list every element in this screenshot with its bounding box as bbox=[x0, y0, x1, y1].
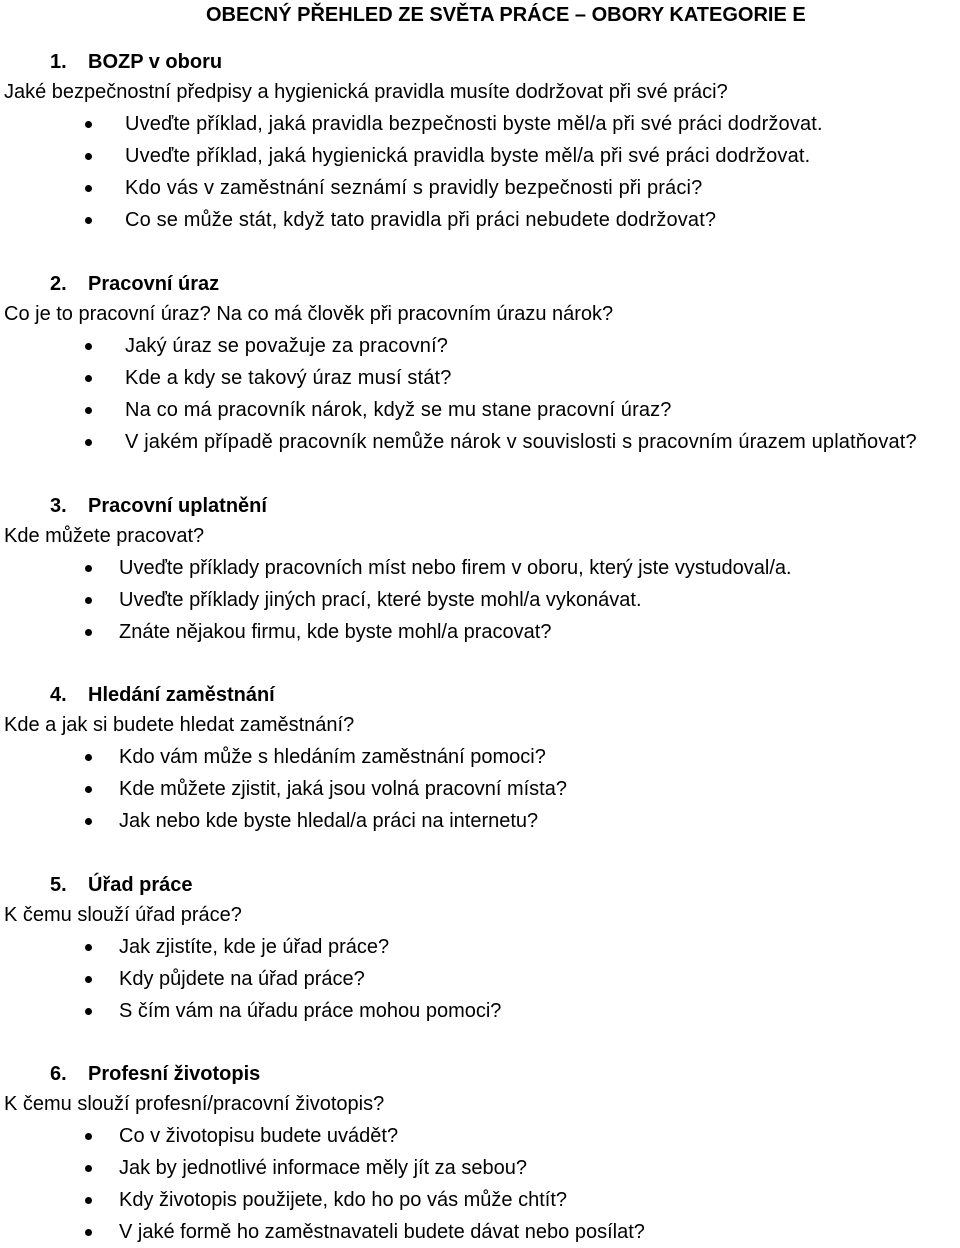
list-item bbox=[0, 552, 960, 584]
list-item-text: Kdy půjdete na úřad práce? bbox=[119, 968, 365, 990]
bullet-icon bbox=[85, 343, 92, 350]
section-urad-prace bbox=[0, 871, 960, 1027]
section-heading bbox=[0, 681, 960, 709]
section-question: K čemu slouží úřad práce? bbox=[4, 904, 242, 926]
list-item-text: Uveďte příklady pracovních míst nebo firem v oboru, který jste vystudoval/a. bbox=[119, 557, 792, 579]
list-item-text: Uveďte příklad, jaká pravidla bezpečnosti byste měl/a při své práci dodržovat. bbox=[125, 113, 823, 135]
bullet-icon bbox=[85, 439, 92, 446]
list-item bbox=[0, 584, 960, 616]
section-pracovni-uraz bbox=[0, 270, 960, 458]
bullet-icon bbox=[85, 185, 92, 192]
bullet-list bbox=[0, 552, 960, 648]
list-item bbox=[0, 330, 960, 362]
list-item-text: Kdy životopis použijete, kdo ho po vás může chtít? bbox=[119, 1189, 568, 1211]
section-bozp bbox=[0, 48, 960, 236]
list-item-text: Kdo vás v zaměstnání seznámí s pravidly bezpečnosti při práci? bbox=[125, 177, 703, 199]
list-item-text: Jak zjistíte, kde je úřad práce? bbox=[119, 936, 390, 958]
section-question: Kde můžete pracovat? bbox=[4, 525, 205, 547]
bullet-icon bbox=[85, 976, 92, 983]
list-item-text: Jaký úraz se považuje za pracovní? bbox=[125, 335, 449, 357]
list-item-text: S čím vám na úřadu práce mohou pomoci? bbox=[119, 1000, 502, 1022]
list-item-text: Jak by jednotlivé informace měly jít za sebou? bbox=[119, 1157, 527, 1179]
section-question: K čemu slouží profesní/pracovní životopis? bbox=[4, 1093, 385, 1115]
bullet-icon bbox=[85, 597, 92, 604]
bullet-icon bbox=[85, 818, 92, 825]
list-item bbox=[0, 204, 960, 236]
section-title: Profesní životopis bbox=[88, 1063, 261, 1085]
document-title: OBECNÝ PŘEHLED ZE SVĚTA PRÁCE – OBORY KATEGORIE E bbox=[206, 4, 806, 26]
list-item-text: V jaké formě ho zaměstnavateli budete dávat nebo posílat? bbox=[119, 1221, 645, 1243]
list-item bbox=[0, 1120, 960, 1152]
list-item-text: Co se může stát, když tato pravidla při práci nebudete dodržovat? bbox=[125, 209, 717, 231]
list-item bbox=[0, 362, 960, 394]
list-item bbox=[0, 805, 960, 837]
section-number: 2. bbox=[50, 273, 67, 295]
list-item bbox=[0, 773, 960, 805]
section-number: 1. bbox=[50, 51, 67, 73]
list-item-text: Kde můžete zjistit, jaká jsou volná pracovní místa? bbox=[119, 778, 567, 800]
list-item-text: V jakém případě pracovník nemůže nárok v souvislosti s pracovním úrazem uplatňovat? bbox=[125, 431, 917, 453]
bullet-icon bbox=[85, 1197, 92, 1204]
list-item bbox=[0, 426, 960, 458]
section-title: Úřad práce bbox=[88, 874, 193, 896]
bullet-list bbox=[0, 931, 960, 1027]
list-item-text: Znáte nějakou firmu, kde byste mohl/a pracovat? bbox=[119, 621, 552, 643]
section-heading bbox=[0, 270, 960, 298]
list-item bbox=[0, 963, 960, 995]
bullet-icon bbox=[85, 1133, 92, 1140]
bullet-icon bbox=[85, 407, 92, 414]
list-item-text: Uveďte příklady jiných prací, které byste mohl/a vykonávat. bbox=[119, 589, 642, 611]
list-item bbox=[0, 931, 960, 963]
bullet-icon bbox=[85, 565, 92, 572]
bullet-icon bbox=[85, 1229, 92, 1236]
bullet-list bbox=[0, 1120, 960, 1248]
section-heading bbox=[0, 492, 960, 520]
list-item bbox=[0, 140, 960, 172]
list-item-text: Uveďte příklad, jaká hygienická pravidla byste měl/a při své práci dodržovat. bbox=[125, 145, 811, 167]
bullet-icon bbox=[85, 153, 92, 160]
section-number: 5. bbox=[50, 874, 67, 896]
list-item bbox=[0, 172, 960, 204]
bullet-list bbox=[0, 108, 960, 236]
section-heading bbox=[0, 871, 960, 899]
section-number: 3. bbox=[50, 495, 67, 517]
bullet-list bbox=[0, 330, 960, 458]
section-pracovni-uplatneni bbox=[0, 492, 960, 648]
section-question: Co je to pracovní úraz? Na co má člověk při pracovním úrazu nárok? bbox=[4, 303, 614, 325]
list-item bbox=[0, 1152, 960, 1184]
section-title: Hledání zaměstnání bbox=[88, 684, 275, 706]
section-heading bbox=[0, 1060, 960, 1088]
list-item-text: Na co má pracovník nárok, když se mu stane pracovní úraz? bbox=[125, 399, 672, 421]
list-item-text: Jak nebo kde byste hledal/a práci na internetu? bbox=[119, 810, 539, 832]
list-item-text: Kde a kdy se takový úraz musí stát? bbox=[125, 367, 452, 389]
section-profesni-zivotopis bbox=[0, 1060, 960, 1248]
section-number: 6. bbox=[50, 1063, 67, 1085]
bullet-icon bbox=[85, 375, 92, 382]
section-title: Pracovní úraz bbox=[88, 273, 220, 295]
bullet-icon bbox=[85, 944, 92, 951]
bullet-icon bbox=[85, 786, 92, 793]
bullet-icon bbox=[85, 1165, 92, 1172]
bullet-list bbox=[0, 741, 960, 837]
list-item bbox=[0, 616, 960, 648]
bullet-icon bbox=[85, 217, 92, 224]
section-question: Kde a jak si budete hledat zaměstnání? bbox=[4, 714, 355, 736]
list-item bbox=[0, 1216, 960, 1248]
list-item bbox=[0, 1184, 960, 1216]
list-item-text: Kdo vám může s hledáním zaměstnání pomoci? bbox=[119, 746, 546, 768]
section-number: 4. bbox=[50, 684, 67, 706]
bullet-icon bbox=[85, 1008, 92, 1015]
section-question: Jaké bezpečnostní předpisy a hygienická pravidla musíte dodržovat při své práci? bbox=[4, 81, 728, 103]
section-heading bbox=[0, 48, 960, 76]
bullet-icon bbox=[85, 121, 92, 128]
bullet-icon bbox=[85, 629, 92, 636]
bullet-icon bbox=[85, 754, 92, 761]
section-title: BOZP v oboru bbox=[88, 51, 223, 73]
section-title: Pracovní uplatnění bbox=[88, 495, 267, 517]
list-item bbox=[0, 995, 960, 1027]
list-item bbox=[0, 108, 960, 140]
list-item bbox=[0, 394, 960, 426]
section-hledani-zamestnani bbox=[0, 681, 960, 837]
list-item bbox=[0, 741, 960, 773]
list-item-text: Co v životopisu budete uvádět? bbox=[119, 1125, 399, 1147]
